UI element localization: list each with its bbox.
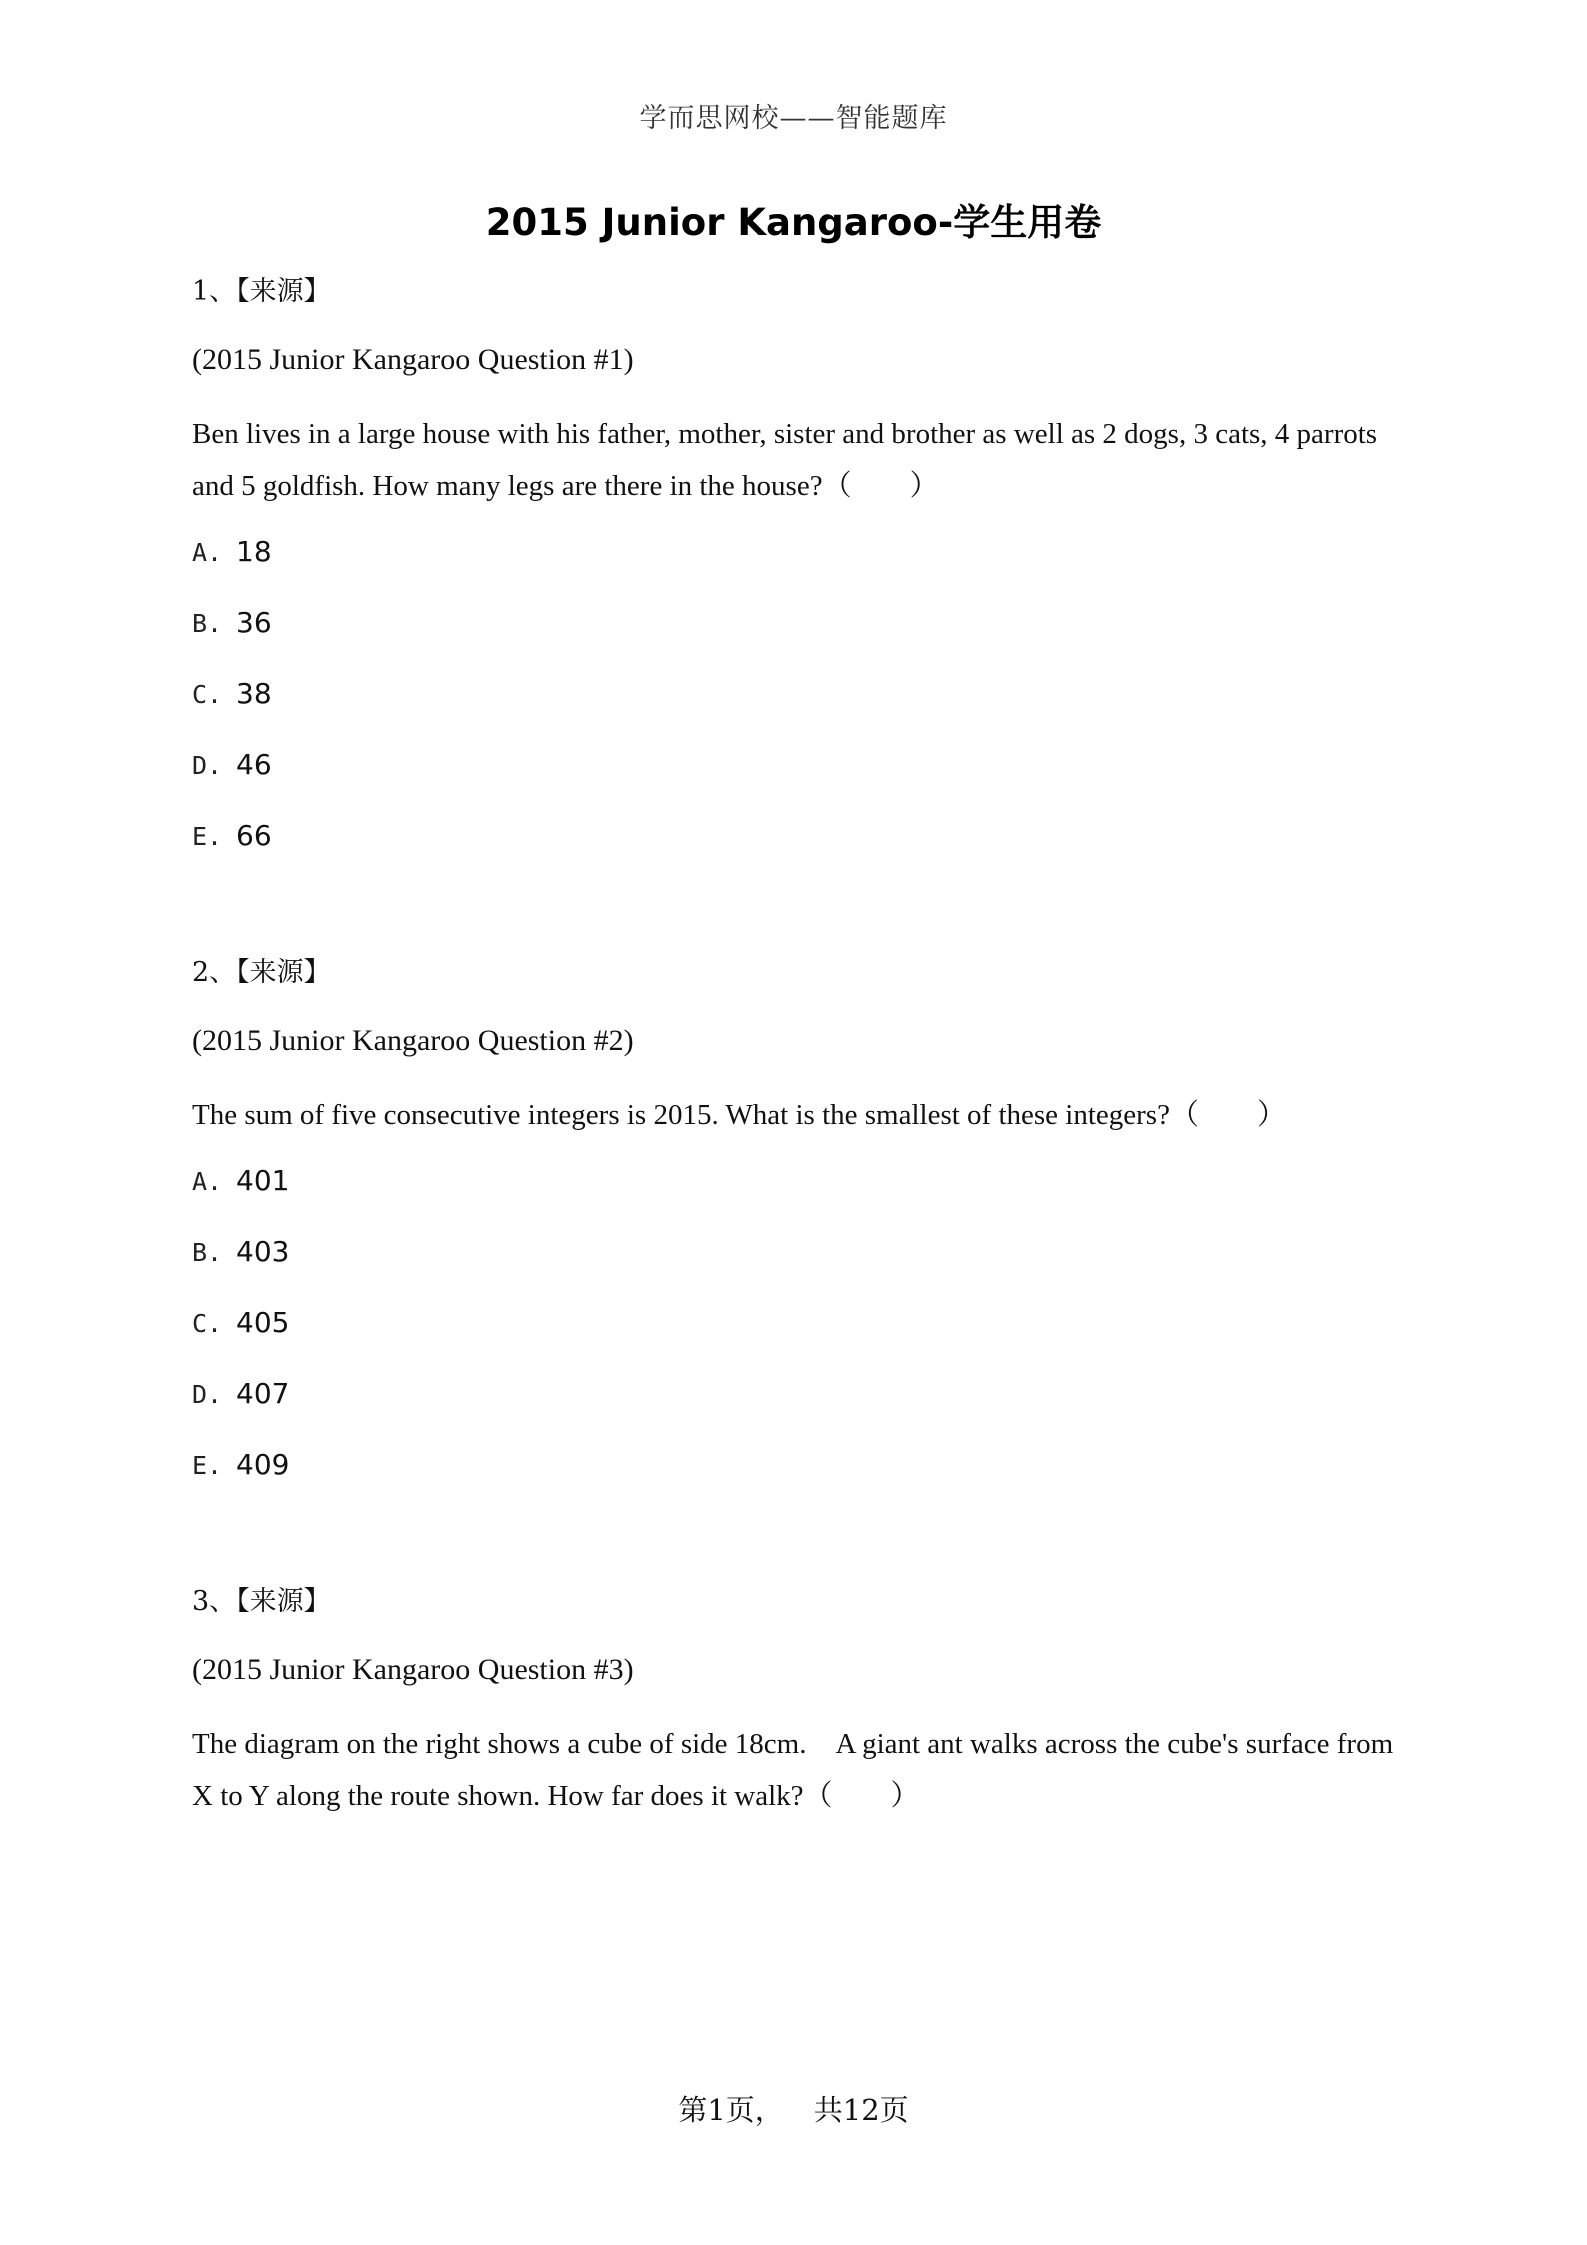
option-b[interactable]: B. 403: [192, 1235, 290, 1268]
question-1: [192, 272, 1402, 887]
page-footer: [0, 2088, 1587, 2129]
question-number: 1、【来源】: [192, 276, 331, 307]
question-source: (2015 Junior Kangaroo Question #2): [192, 1024, 634, 1057]
option-a[interactable]: A. 18: [192, 535, 272, 568]
question-stem: Ben lives in a large house with his father, mother, sister and brother as well as 2 dogs, 3 cats, 4 parrots and 5 goldfish. How many legs are there in the house?（ ）: [192, 418, 1378, 502]
question-stem: The diagram on the right shows a cube of side 18cm. A giant ant walks across the cube's surface from X to Y along the route shown. How far does it walk?（ ）: [192, 1728, 1394, 1812]
question-3: [192, 1582, 1402, 1822]
question-number: 3、【来源】: [192, 1586, 331, 1617]
option-list: [192, 1161, 1402, 1516]
option-e[interactable]: E. 66: [192, 819, 272, 852]
question-stem: The sum of five consecutive integers is 2015. What is the smallest of these integers?（ ）: [192, 1099, 1286, 1131]
option-c[interactable]: C. 405: [192, 1306, 290, 1339]
question-source: (2015 Junior Kangaroo Question #3): [192, 1653, 634, 1686]
option-e[interactable]: E. 409: [192, 1448, 290, 1481]
page-number: 第1页，: [678, 2093, 784, 2127]
question-source: (2015 Junior Kangaroo Question #1): [192, 343, 634, 376]
option-d[interactable]: D. 46: [192, 748, 272, 781]
page-total: 共12页: [813, 2093, 909, 2127]
page-header: 学而思网校——智能题库: [639, 103, 948, 134]
question-2: [192, 953, 1402, 1516]
option-c[interactable]: C. 38: [192, 677, 272, 710]
option-b[interactable]: B. 36: [192, 606, 272, 639]
option-list: [192, 532, 1402, 887]
option-d[interactable]: D. 407: [192, 1377, 290, 1410]
option-a[interactable]: A. 401: [192, 1164, 290, 1197]
page-title: 2015 Junior Kangaroo-学生用卷: [485, 201, 1102, 244]
question-number: 2、【来源】: [192, 957, 331, 988]
